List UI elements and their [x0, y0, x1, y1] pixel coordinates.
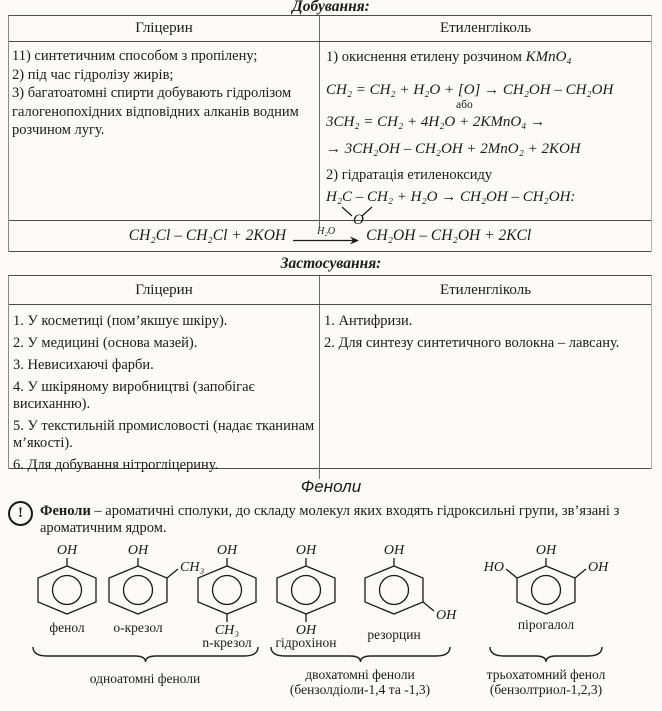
substituent-label: CH₃ — [180, 560, 205, 575]
glycol-methods-cell — [319, 42, 651, 228]
phenols-heading: Феноли — [300, 477, 362, 496]
obtaining-table-body — [9, 42, 651, 228]
group-diatomic — [271, 647, 450, 697]
molecule-resorcinol — [365, 543, 457, 642]
epoxide-structure — [326, 188, 394, 228]
hydration-products: + H₂O → CH₂OH – CH₂OH: — [396, 189, 576, 205]
glycol-method-1 — [326, 48, 649, 67]
glycerin-methods-cell — [9, 42, 319, 228]
glycol-uses-cell — [319, 305, 651, 479]
method-item: 11) синтетичним способом з пропілену; — [12, 48, 258, 64]
obtaining-table-header — [9, 16, 651, 42]
aromatic-circle — [380, 576, 409, 605]
column-header-glycerin: Гліцерин — [135, 20, 193, 36]
substituent-label: OH — [588, 560, 609, 575]
obtaining-table — [8, 15, 652, 252]
use-item: 2. У медицині (основа мазей). — [13, 335, 198, 351]
group-sublabel: (бензолтриол-1,2,3) — [489, 682, 603, 697]
group-sublabel: (бензолдіоли-1,4 та -1,3) — [289, 682, 431, 697]
molecule-name: фенол — [49, 620, 85, 635]
molecule-name: гідрохінон — [275, 635, 337, 650]
application-table-header — [9, 276, 651, 305]
molecule-phenol — [38, 543, 96, 635]
merged-equation-left: CH₂Cl – CH₂Cl + 2KOH — [128, 227, 287, 244]
aromatic-circle — [124, 576, 153, 605]
glycerin-uses-cell — [9, 305, 319, 479]
definition-term: Феноли — [40, 503, 91, 519]
substituent-label: OH — [56, 543, 78, 558]
merged-equation-right: CH₂OH – CH₂OH + 2KCl — [366, 227, 532, 244]
phenols-definition — [40, 503, 654, 536]
epoxide-formula: H₂C – CH₂ — [326, 189, 394, 205]
molecule-name: резорцин — [367, 627, 421, 642]
equation-oxidation-2-product: → 3CH₂OH – CH₂OH + 2MnO₂ + 2KOH — [326, 141, 581, 157]
aromatic-circle — [53, 576, 82, 605]
brace-icon — [490, 647, 602, 662]
group-label: двохатомні феноли — [305, 667, 415, 682]
use-item: 6. Для добування нітрогліцерину. — [13, 457, 219, 473]
substituent-label: HO — [483, 560, 504, 575]
substituent-label: OH — [436, 608, 457, 623]
application-table — [8, 275, 652, 473]
benzene-ring — [198, 566, 256, 614]
benzene-ring — [517, 566, 575, 614]
use-item: 1. Антифризи. — [324, 313, 413, 329]
benzene-ring — [38, 566, 96, 614]
benzene-ring — [109, 566, 167, 614]
substituent-label: OH — [295, 623, 317, 638]
substituent-label: OH — [216, 543, 238, 558]
aromatic-circle — [292, 576, 321, 605]
reaction-arrow — [293, 227, 359, 245]
molecule-pyrogallol — [483, 543, 609, 632]
benzene-ring — [277, 566, 335, 614]
molecule-name: о-крезол — [113, 620, 163, 635]
use-item: 4. У шкіряному виробництві (запобігає висиханню). — [13, 379, 255, 412]
glycol-method-2: 2) гідратація етиленоксиду — [326, 167, 493, 183]
substituent-label: CH₃ — [214, 623, 240, 638]
section-obtaining-title: Добування: — [292, 0, 370, 15]
arrow-icon — [293, 236, 359, 245]
aromatic-circle — [532, 576, 561, 605]
column-header-glycerin: Гліцерин — [135, 282, 193, 298]
substituent-label: OH — [383, 543, 405, 558]
group-label: трьохатомний фенол — [486, 667, 606, 682]
substituent-label: OH — [535, 543, 557, 558]
molecule-o-cresol — [109, 543, 204, 635]
equation-hydration — [326, 188, 649, 228]
molecule-name: пірогалол — [517, 617, 575, 632]
or-label: або — [456, 99, 473, 111]
molecule-hydroquinone — [275, 543, 336, 650]
use-item: 1. У косметиці (пом’якшує шкіру). — [13, 313, 228, 329]
use-item: 5. У текстильній промисловості (надає тканинам м’якості). — [13, 418, 315, 451]
group-triatomic — [487, 647, 606, 697]
application-table-body — [9, 305, 651, 473]
method-item: 3) багатоатомні спирти добувають гідролізом галогенопохідних відповідних алканів водним розчином лугу. — [12, 85, 299, 138]
section-application-title: Застосування: — [280, 255, 382, 272]
method-item: 2) під час гідролізу жирів; — [12, 66, 174, 83]
column-header-glycol: Етиленгліколь — [319, 276, 651, 304]
glycol-method-1-text: 1) окиснення етилену розчином — [326, 49, 522, 65]
oxygen-atom: O — [353, 212, 364, 228]
arrow-condition-label: H₂O — [317, 226, 336, 237]
substituent-label: OH — [127, 543, 149, 558]
substituent-label: OH — [295, 543, 317, 558]
molecule-name: n-крезол — [202, 635, 252, 650]
use-item: 3. Невисихаючі фарби. — [13, 357, 154, 373]
column-header-glycol: Етиленгліколь — [319, 16, 651, 41]
definition-text: – ароматичні сполуки, до складу молекул яких входять гідроксильні групи, зв’язані з ароматичним ядром. — [40, 503, 620, 536]
use-item: 2. Для синтезу синтетичного волокна – лавсану. — [324, 335, 620, 351]
group-monatomic — [33, 647, 258, 686]
aromatic-circle — [213, 576, 242, 605]
exclamation-icon: ! — [8, 501, 33, 526]
kmno4-formula: KMnO₄ — [525, 49, 572, 65]
benzene-ring — [365, 566, 423, 614]
equation-oxidation-1: CH₂ = CH₂ + H₂O + [O] → CH₂OH – CH₂OH — [326, 82, 614, 98]
equation-oxidation-2: 3CH₂ = CH₂ + 4H₂O + 2KMnO₄ → — [326, 114, 546, 130]
group-label: одноатомні феноли — [89, 671, 201, 686]
phenol-structures-diagram — [0, 535, 662, 711]
molecule-p-cresol — [198, 543, 256, 650]
